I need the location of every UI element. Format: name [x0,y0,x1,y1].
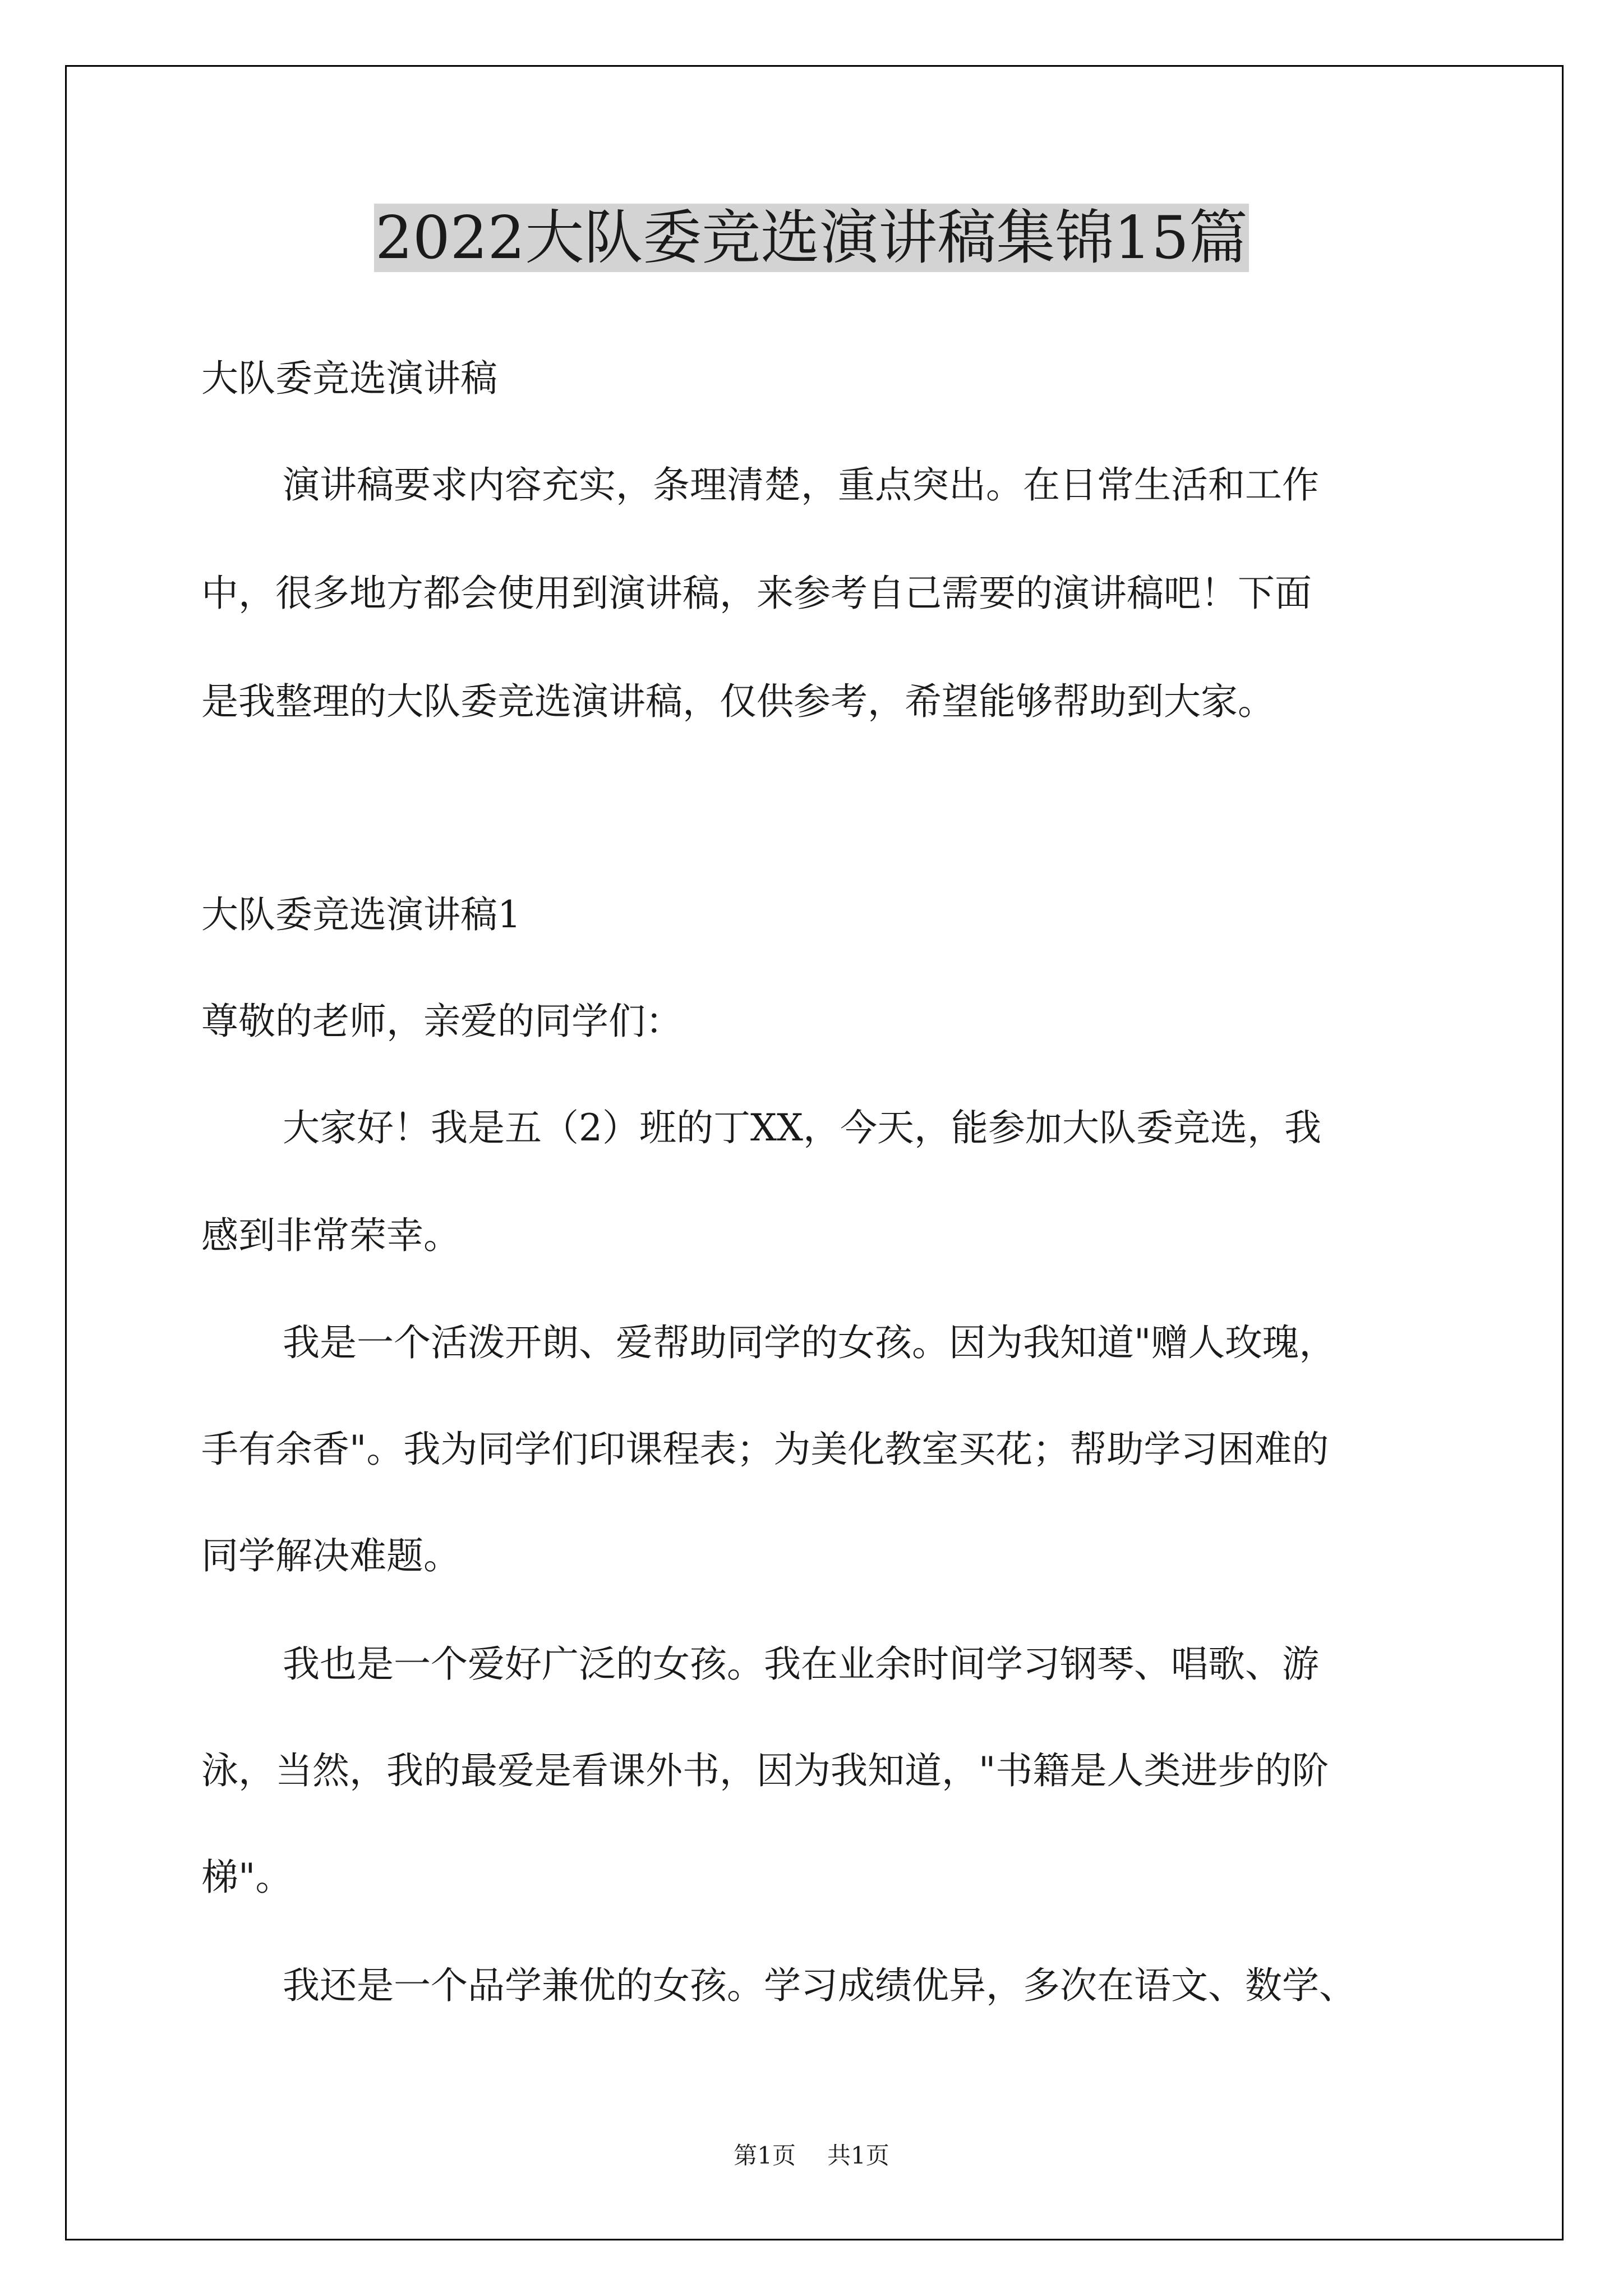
salutation: 尊敬的老师，亲爱的同学们： [201,1000,683,1043]
paragraph-line: 我是一个活泼开朗、爱帮助同学的女孩。因为我知道"赠人玫瑰， [283,1321,1336,1364]
paragraph-line: 我也是一个爱好广泛的女孩。我在业余时间学习钢琴、唱歌、游 [283,1642,1319,1686]
page-total: 共1页 [827,2142,889,2169]
document-title [0,196,1623,280]
page-number: 第1页 [734,2142,796,2169]
intro-line: 演讲稿要求内容充实，条理清楚，重点突出。在日常生活和工作 [283,463,1319,507]
paragraph-line: 感到非常荣幸。 [201,1214,460,1257]
section-heading: 大队委竞选演讲稿1 [201,893,521,936]
paragraph-line: 大家好！我是五（2）班的丁XX，今天，能参加大队委竞选，我 [283,1106,1321,1149]
paragraph-line: 梯"。 [201,1856,293,1899]
document-title-text: 2022大队委竞选演讲稿集锦15篇 [375,204,1248,272]
paragraph-line: 手有余香"。我为同学们印课程表；为美化教室买花；帮助学习困难的 [201,1428,1329,1471]
intro-line: 是我整理的大队委竞选演讲稿，仅供参考，希望能够帮助到大家。 [201,680,1275,723]
intro-line: 中，很多地方都会使用到演讲稿，来参考自己需要的演讲稿吧！下面 [201,572,1312,615]
paragraph-line: 同学解决难题。 [201,1534,460,1577]
paragraph-line: 我还是一个品学兼优的女孩。学习成绩优异，多次在语文、数学、 [283,1964,1356,2007]
page-footer [0,2139,1623,2173]
intro-heading: 大队委竞选演讲稿 [201,357,497,400]
paragraph-line: 泳，当然，我的最爱是看课外书，因为我知道，"书籍是人类进步的阶 [201,1749,1329,1792]
